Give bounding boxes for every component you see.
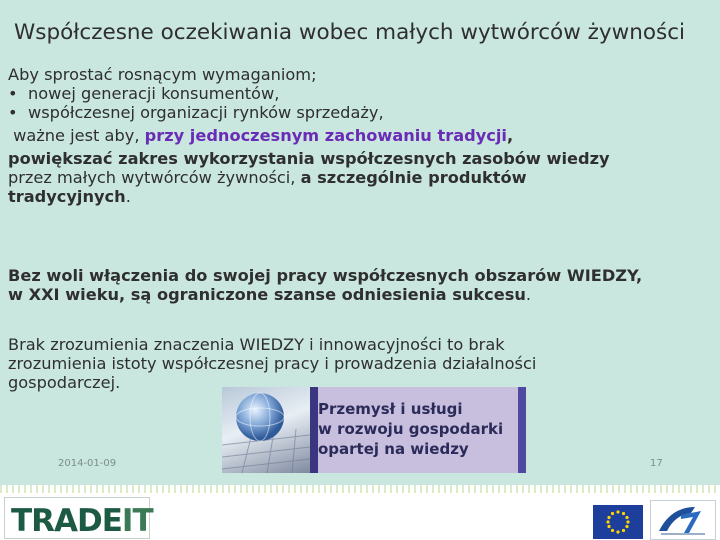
innovation-line-2: zrozumienia istoty współczesnej pracy i prowadzenia działalności xyxy=(8,354,537,373)
bullet-item-consumers xyxy=(8,84,708,103)
banner-text-panel xyxy=(318,387,518,473)
traditional-end: . xyxy=(125,187,131,206)
will-line-2-end: . xyxy=(525,285,532,304)
banner-line-3: opartej na wiedzy xyxy=(318,440,469,458)
paragraph-knowledge-will xyxy=(8,266,708,304)
traditional-word: tradycyjnych xyxy=(8,187,126,206)
banner-divider xyxy=(310,387,318,473)
slide-number: 17 xyxy=(650,458,663,469)
traditional-line xyxy=(8,187,708,206)
fp7-logo-icon xyxy=(650,500,716,540)
innovation-line-3: gospodarczej. xyxy=(8,373,121,392)
will-line-2-text: w XXI wieku, są ograniczone szanse odniesienia sukcesu xyxy=(8,285,526,304)
eu-flag-icon xyxy=(593,505,643,539)
slide-title: Współczesne oczekiwania wobec małych wytwórców żywności xyxy=(14,20,685,45)
bullet-text: nowej generacji konsumentów, xyxy=(28,84,280,103)
knowledge-economy-banner xyxy=(222,387,526,473)
paragraph-requirements xyxy=(8,65,708,206)
will-line-2 xyxy=(8,285,708,304)
banner-edge xyxy=(518,387,526,473)
innovation-line-1: Brak zrozumienia znaczenia WIEDZY i innowacyjności to brak xyxy=(8,335,505,354)
bullet-icon: • xyxy=(8,103,18,122)
producers-line-start: przez małych wytwórców żywności, xyxy=(8,168,301,187)
footer-dotted-border xyxy=(0,485,720,493)
tradition-highlight: przy jednoczesnym zachowaniu tradycji xyxy=(144,126,507,145)
producers-line-bold: a szczególnie produktów xyxy=(300,168,527,187)
logo-trade: TRADE xyxy=(11,503,122,539)
paragraph-innovation xyxy=(8,335,708,392)
intro-line: Aby sprostać rosnącym wymaganiom; xyxy=(8,65,317,84)
bullet-item-markets xyxy=(8,103,708,122)
banner-line-1: Przemysł i usługi xyxy=(318,400,463,418)
tradeit-logo-text xyxy=(11,503,153,539)
producers-line xyxy=(8,168,708,187)
will-line-1: Bez woli włączenia do swojej pracy współczesnych obszarów WIEDZY, xyxy=(8,266,643,285)
globe-keyboard-image xyxy=(222,387,310,473)
slide-date: 2014-01-09 xyxy=(58,458,117,469)
bullet-icon: • xyxy=(8,84,18,103)
tradeit-logo xyxy=(4,497,153,539)
tradition-line xyxy=(8,126,708,145)
globe-icon xyxy=(222,387,310,473)
tradition-line-start: ważne jest aby, xyxy=(8,126,145,145)
bullet-text: współczesnej organizacji rynków sprzedaży, xyxy=(28,103,384,122)
logo-it: IT xyxy=(121,503,153,539)
knowledge-line: powiększać zakres wykorzystania współczesnych zasobów wiedzy xyxy=(8,149,610,168)
banner-line-2: w rozwoju gospodarki xyxy=(318,420,504,438)
tradition-line-end: , xyxy=(506,126,514,145)
